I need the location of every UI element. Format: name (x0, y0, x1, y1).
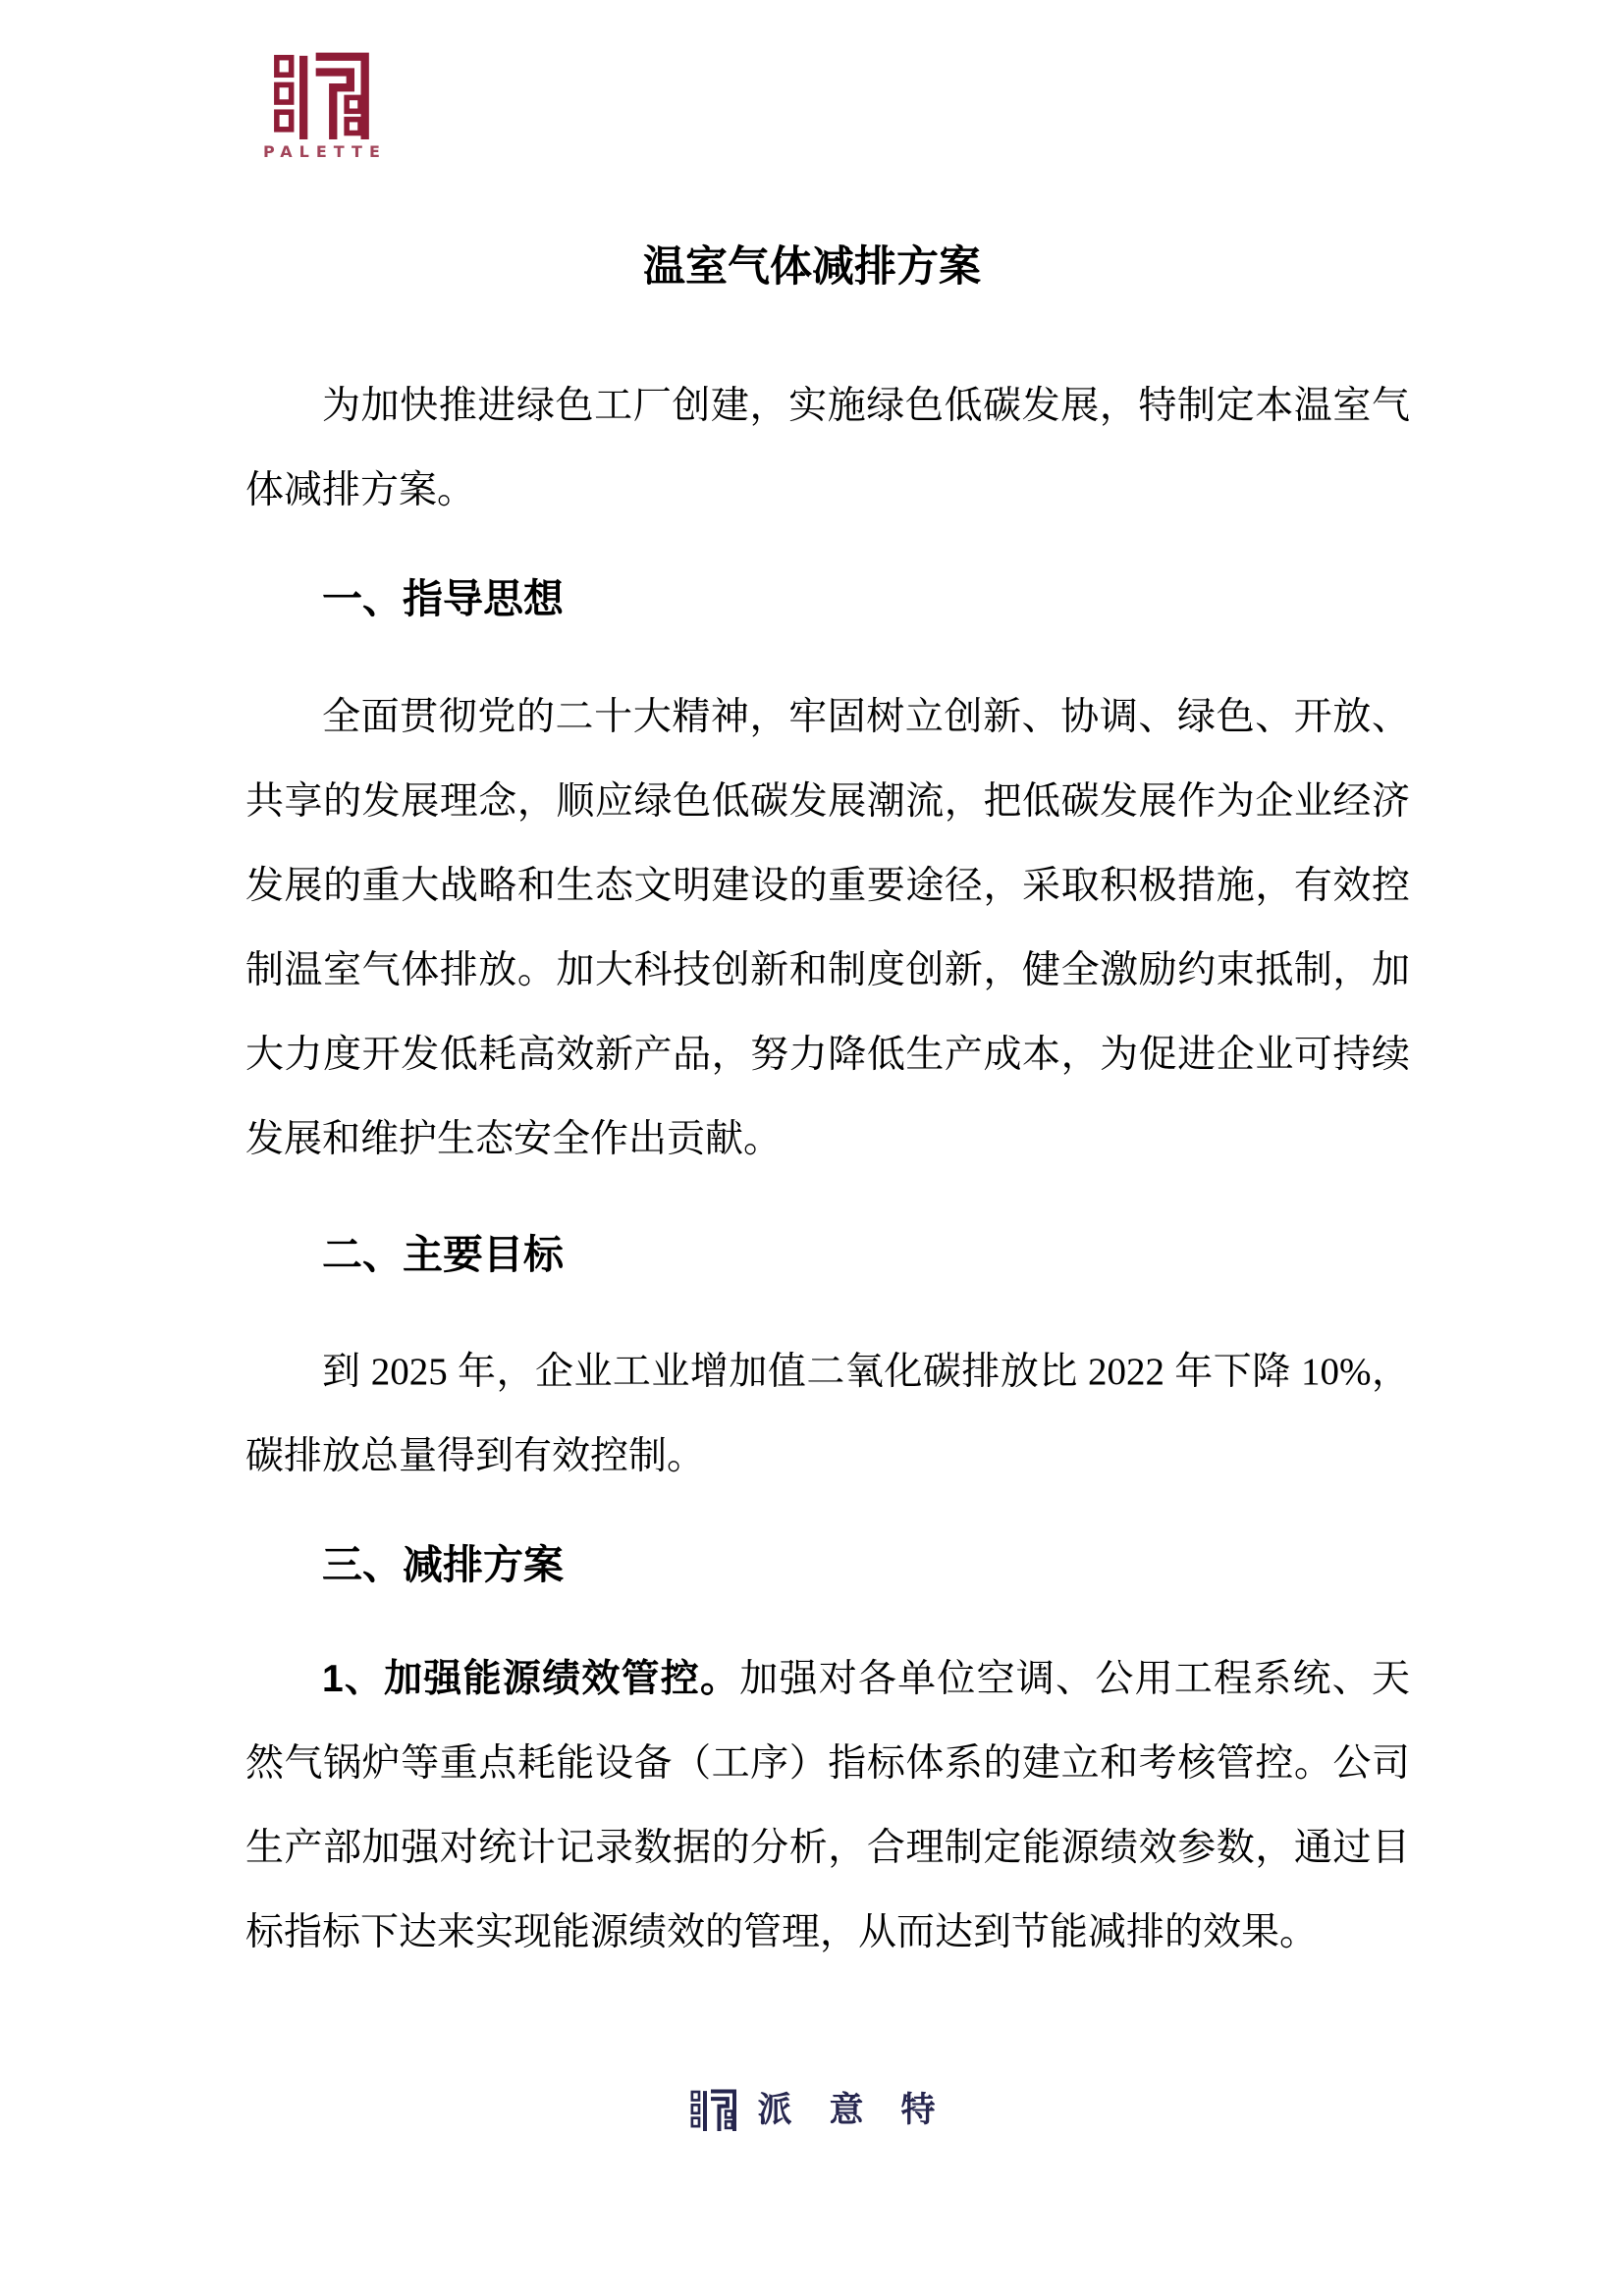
intro-paragraph: 为加快推进绿色工厂创建，实施绿色低碳发展，特制定本温室气体减排方案。 (245, 385, 1410, 511)
footer-brand-text: 派意特 (757, 2091, 973, 2129)
palette-logo-icon (264, 41, 384, 139)
section-3-heading: 三、减排方案 (322, 1542, 564, 1587)
section-3-item-1-body: 加强对各单位空调、公用工程系统、天然气锅炉等重点耗能设备（工序）指标体系的建立和考核管控。公司生产部加强对统计记录数据的分析，合理制定能源绩效参数，通过目标指标下达来实现能源绩效的管理，从而达到节能减排的效果。 (245, 1658, 1410, 1953)
section-2-paragraph: 到 2025 年，企业工业增加值二氧化碳排放比 2022 年下降 10%，碳排放总量得到有效控制。 (245, 1351, 1410, 1477)
footer-logo-icon (688, 2084, 741, 2131)
section-1-paragraph: 全面贯彻党的二十大精神，牢固树立创新、协调、绿色、开放、共享的发展理念，顺应绿色低碳发展潮流，把低碳发展作为企业经济发展的重大战略和生态文明建设的重要途径，采取积极措施，有效控制温室气体排放。加大科技创新和制度创新，健全激励约束抵制，加大力度开发低耗高效新产品，努力降低生产成本，为促进企业可持续发展和维护生态安全作出贡献。 (245, 696, 1410, 1160)
section-2-heading: 二、主要目标 (322, 1232, 564, 1277)
header-brand (263, 41, 385, 161)
brand-wordmark: PALETTE (263, 142, 387, 161)
section-3-item-1-lead: 1、加强能源绩效管控。 (322, 1658, 740, 1700)
section-1-heading: 一、指导思想 (322, 576, 564, 621)
document-title: 温室气体减排方案 (643, 244, 981, 291)
section-3-item-1 (245, 1637, 1410, 1975)
footer-brand (0, 2083, 1624, 2132)
